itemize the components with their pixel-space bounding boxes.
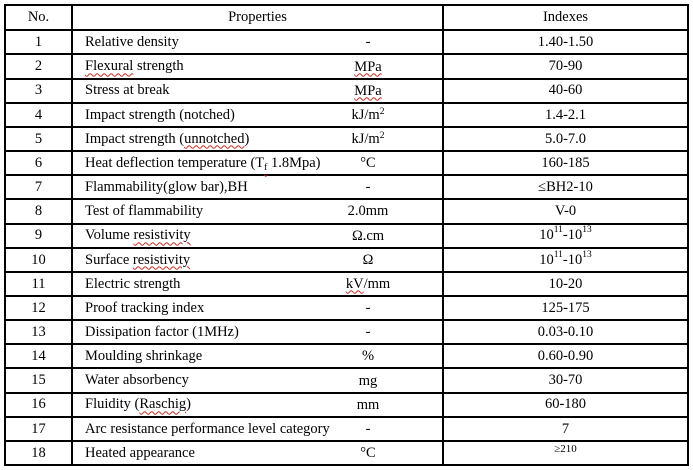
text-segment: Relative density <box>85 34 179 51</box>
cell-index-value <box>444 442 687 464</box>
header-indexes: Indexes <box>542 9 589 26</box>
cell-property <box>73 225 444 247</box>
text-segment: -10 <box>562 251 583 268</box>
cell-row-number: 1 <box>6 31 73 53</box>
text-segment: 70-90 <box>548 58 583 75</box>
text-segment: 11 <box>553 225 563 236</box>
cell-index-value <box>444 152 687 174</box>
property-unit <box>293 446 443 461</box>
text-segment: mg <box>358 372 378 389</box>
cell-property <box>73 369 444 391</box>
text-segment: - <box>365 299 371 316</box>
cell-index-value <box>444 31 687 53</box>
table-row <box>6 104 687 128</box>
property-unit <box>293 35 443 50</box>
table-row <box>6 369 687 393</box>
cell-index-value <box>444 55 687 77</box>
cell-index-value <box>444 225 687 247</box>
cell-index-value <box>444 128 687 150</box>
cell-row-number: 6 <box>6 152 73 174</box>
text-segment: Heated appearance <box>85 444 195 461</box>
cell-row-number: 13 <box>6 321 73 343</box>
text-segment: Volume <box>85 227 134 244</box>
cell-row-number: 9 <box>6 225 73 247</box>
text-segment: 60-180 <box>544 396 587 413</box>
text-segment: 30-70 <box>548 372 583 389</box>
text-segment: Flammability(glow bar),BH <box>85 179 248 196</box>
text-segment: °C <box>360 154 376 171</box>
table-row <box>6 394 687 418</box>
cell-index-value <box>444 369 687 391</box>
cell-property <box>73 273 444 295</box>
text-segment: kV <box>345 275 364 292</box>
property-name <box>85 180 248 195</box>
cell-index-value <box>444 80 687 102</box>
text-segment: 1.8Mpa) <box>267 154 321 171</box>
text-segment: resistivity <box>132 251 191 268</box>
table-row <box>6 31 687 55</box>
properties-table <box>4 4 689 466</box>
property-unit <box>293 325 443 340</box>
text-segment: V-0 <box>554 203 577 220</box>
cell-property <box>73 176 444 198</box>
cell-index-value <box>444 200 687 222</box>
text-segment: 7 <box>561 420 570 437</box>
table-header-row <box>6 6 687 31</box>
property-unit <box>293 277 443 292</box>
text-segment: °C <box>360 444 376 461</box>
property-unit <box>293 132 443 147</box>
text-segment: Ω <box>362 251 374 268</box>
property-unit <box>293 59 443 74</box>
cell-row-number: 2 <box>6 55 73 77</box>
cell-index-value <box>444 249 687 271</box>
cell-index-value <box>444 273 687 295</box>
text-segment: Impact strength (notched) <box>85 106 235 123</box>
text-segment: mm <box>356 396 380 413</box>
property-unit <box>293 83 443 98</box>
cell-property <box>73 31 444 53</box>
text-segment: ≥210 <box>554 442 577 455</box>
cell-row-number: 11 <box>6 273 73 295</box>
property-unit <box>293 156 443 171</box>
text-segment: /mm <box>363 275 391 292</box>
property-unit <box>293 228 443 243</box>
text-segment: MPa <box>354 82 382 99</box>
cell-property <box>73 345 444 367</box>
table-row <box>6 273 687 297</box>
header-properties: Properties <box>73 6 444 29</box>
text-segment: MPa <box>354 58 382 75</box>
text-segment: resistivity <box>133 227 191 244</box>
text-segment: Arc resistance performance level category <box>85 420 330 437</box>
property-name <box>85 83 170 98</box>
cell-row-number: 18 <box>6 442 73 464</box>
text-segment: kJ/m <box>351 106 380 123</box>
cell-property <box>73 394 444 416</box>
property-unit <box>293 422 443 437</box>
text-segment: - <box>365 34 371 51</box>
text-segment: 13 <box>582 225 592 236</box>
property-unit <box>293 397 443 412</box>
cell-index-value <box>444 176 687 198</box>
cell-property <box>73 104 444 126</box>
cell-row-number: 16 <box>6 394 73 416</box>
cell-row-number: 5 <box>6 128 73 150</box>
table-row <box>6 225 687 249</box>
property-name <box>85 132 249 147</box>
text-segment: 2 <box>379 107 385 118</box>
text-segment: unnotched <box>184 130 245 147</box>
property-name <box>85 253 190 268</box>
text-segment: - <box>365 179 371 196</box>
property-unit <box>293 373 443 388</box>
table-row <box>6 55 687 79</box>
cell-row-number: 17 <box>6 418 73 440</box>
table-row <box>6 152 687 176</box>
table-row <box>6 297 687 321</box>
text-segment: 125-175 <box>541 299 590 316</box>
property-name <box>85 349 202 364</box>
cell-row-number: 15 <box>6 369 73 391</box>
text-segment: 40-60 <box>548 82 583 99</box>
property-unit <box>293 301 443 316</box>
text-segment: Stress at break <box>85 82 170 99</box>
cell-row-number: 8 <box>6 200 73 222</box>
text-segment: 0.60-0.90 <box>537 348 594 365</box>
text-segment: Heat deflection temperature (T <box>85 154 265 171</box>
text-segment: Proof tracking index <box>85 299 205 316</box>
text-segment: Electric strength <box>85 275 181 292</box>
cell-row-number: 14 <box>6 345 73 367</box>
text-segment: 1.40-1.50 <box>537 34 594 51</box>
text-segment: -10 <box>562 227 583 244</box>
property-unit <box>293 253 443 268</box>
text-segment: strength <box>133 58 184 75</box>
cell-property <box>73 80 444 102</box>
text-segment: Fluidity ( <box>85 396 140 413</box>
table-row <box>6 321 687 345</box>
text-segment: kJ/m <box>351 130 380 147</box>
cell-index-value <box>444 297 687 319</box>
text-segment: Impact strength ( <box>85 130 185 147</box>
table-row <box>6 200 687 224</box>
cell-row-number: 3 <box>6 80 73 102</box>
property-name <box>85 446 195 461</box>
cell-property <box>73 418 444 440</box>
cell-property <box>73 249 444 271</box>
text-segment: Raschig <box>139 396 187 413</box>
property-unit <box>293 349 443 364</box>
text-segment: 1.4-2.1 <box>544 106 587 123</box>
text-segment: Flexural <box>85 58 134 75</box>
text-segment: 0.03-0.10 <box>537 323 594 340</box>
cell-index-value <box>444 321 687 343</box>
text-segment: 10 <box>539 227 554 244</box>
text-segment: 10 <box>539 251 554 268</box>
text-segment: Water absorbency <box>85 372 189 389</box>
property-name <box>85 35 179 50</box>
text-segment: Ω.cm <box>351 227 385 244</box>
property-name <box>85 301 204 316</box>
property-name <box>85 228 191 243</box>
table-row <box>6 345 687 369</box>
property-name <box>85 154 321 174</box>
table-row <box>6 80 687 104</box>
text-segment: 11 <box>553 249 563 260</box>
property-name <box>85 277 180 292</box>
cell-property <box>73 128 444 150</box>
cell-row-number: 7 <box>6 176 73 198</box>
cell-index-value <box>444 418 687 440</box>
cell-property <box>73 200 444 222</box>
text-segment: Dissipation factor (1MHz) <box>85 323 239 340</box>
property-name <box>85 397 191 412</box>
text-segment: 10-20 <box>548 275 583 292</box>
property-name <box>85 325 239 340</box>
table-row <box>6 418 687 442</box>
cell-row-number: 10 <box>6 249 73 271</box>
text-segment: Test of flammability <box>85 203 204 220</box>
text-segment: Surface <box>85 251 133 268</box>
text-segment: ) <box>186 396 191 413</box>
cell-row-number: 4 <box>6 104 73 126</box>
property-unit <box>293 108 443 123</box>
property-unit <box>293 204 443 219</box>
property-name <box>85 373 189 388</box>
property-name <box>85 204 203 219</box>
property-name <box>85 108 235 123</box>
text-segment: 2.0mm <box>347 203 389 220</box>
cell-property <box>73 321 444 343</box>
table-row <box>6 176 687 200</box>
text-segment: 2 <box>379 131 385 142</box>
text-segment: Moulding shrinkage <box>85 348 203 365</box>
cell-row-number: 12 <box>6 297 73 319</box>
text-segment: - <box>365 323 371 340</box>
text-segment: - <box>365 420 371 437</box>
cell-index-value <box>444 104 687 126</box>
property-unit <box>293 180 443 195</box>
cell-property <box>73 297 444 319</box>
cell-index-value <box>444 345 687 367</box>
text-segment: ) <box>244 130 250 147</box>
text-segment: f <box>264 163 268 174</box>
cell-property <box>73 442 444 464</box>
cell-property <box>73 55 444 77</box>
text-segment: 5.0-7.0 <box>544 130 587 147</box>
text-segment: % <box>361 348 375 365</box>
text-segment: 13 <box>582 249 592 260</box>
cell-property <box>73 152 444 174</box>
cell-index-value <box>444 394 687 416</box>
property-name <box>85 59 184 74</box>
text-segment: 160-185 <box>541 154 590 171</box>
table-row <box>6 249 687 273</box>
table-row <box>6 128 687 152</box>
table-row <box>6 442 687 464</box>
header-no: No. <box>6 6 73 29</box>
text-segment: ≤BH2-10 <box>538 179 593 196</box>
